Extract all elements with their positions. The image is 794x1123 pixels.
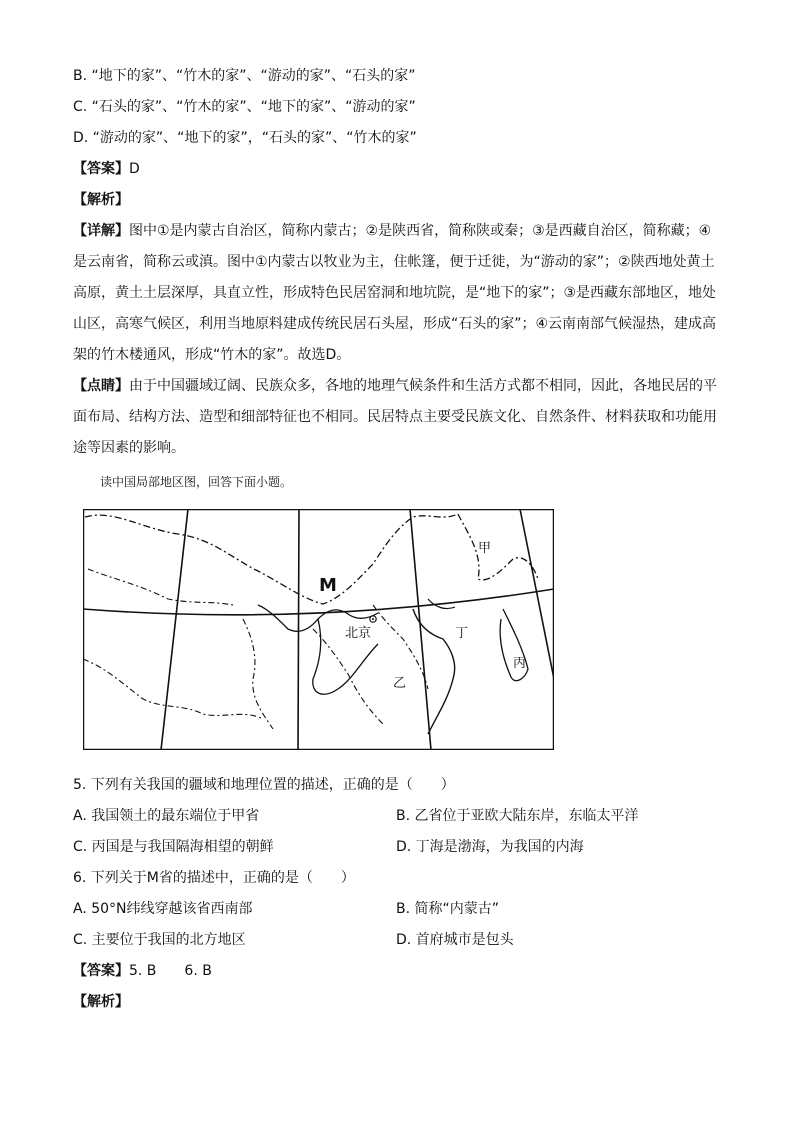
analysis-2	[73, 992, 129, 1012]
q6-option-c: C. 主要位于我国的北方地区	[73, 932, 246, 948]
analysis-tag: 【解析】	[73, 192, 129, 208]
comment-text: 由于中国疆域辽阔、民族众多，各地的地理气候条件和生活方式都不相同，因此，各地民居的平面布局、结构方法、造型和细部特征也不相同。民居特点主要受民族文化、自然条件、材料获取和功能用途等因素的影响。	[73, 378, 717, 456]
q5-option-a: A. 我国领土的最东端位于甲省	[73, 808, 260, 824]
q5-option-b: B. 乙省位于亚欧大陆东岸，东临太平洋	[396, 808, 639, 824]
detail-tag: 【详解】	[73, 223, 129, 239]
label-yi: 乙	[393, 676, 407, 691]
answer-tag-2: 【答案】	[73, 963, 129, 979]
option-b-prev: B. “地下的家”、“竹木的家”、“游动的家”、“石头的家”	[73, 68, 416, 84]
answer-1	[73, 159, 140, 179]
label-bing: 丙	[513, 656, 527, 671]
detail-text: 图中①是内蒙古自治区，简称内蒙古；②是陕西省，简称陕或秦；③是西藏自治区，简称藏；④是云南省，简称云或滇。图中①内蒙古以牧业为主，住帐篷，便于迁徙，为“游动的家”；②陕西地处黄土高原，黄土土层深厚，具直立性，形成特色民居窑洞和地坑院，是“地下的家”；③是西藏东部地区，地处山区，高寒气候区，利用当地原料建成传统民居石头屋，形成“石头的家”；④云南南部气候湿热，建成高架的竹木楼通风，形成“竹木的家”。故选D。	[73, 223, 717, 363]
comment-paragraph	[73, 371, 723, 464]
option-c-prev: C. “石头的家”、“竹木的家”、“地下的家”、“游动的家”	[73, 99, 416, 115]
q6-option-a: A. 50°N纬线穿越该省西南部	[73, 901, 253, 917]
analysis-tag-2: 【解析】	[73, 994, 129, 1010]
beijing-dot	[372, 618, 374, 620]
q5-stem: 5. 下列有关我国的疆域和地理位置的描述，正确的是（ ）	[73, 777, 455, 793]
analysis-1	[73, 190, 129, 210]
comment-tag: 【点睛】	[73, 378, 129, 394]
china-regional-map	[83, 509, 554, 750]
map-caption: 读中国局部地区图，回答下面小题。	[100, 475, 293, 489]
answer-value: D	[129, 161, 140, 177]
label-beijing: 北京	[345, 626, 372, 641]
answer-value-2: 5. B 6. B	[129, 963, 212, 979]
detail-paragraph	[73, 216, 723, 371]
q5-option-c: C. 丙国是与我国隔海相望的朝鲜	[73, 839, 274, 855]
q6-option-b: B. 简称“内蒙古”	[396, 901, 500, 917]
label-m: M	[319, 575, 337, 596]
answer-tag: 【答案】	[73, 161, 129, 177]
q5-option-d: D. 丁海是渤海，为我国的内海	[396, 839, 584, 855]
meridian-line-2	[298, 509, 299, 750]
answer-2	[73, 961, 212, 981]
option-d-prev: D. “游动的家”、“地下的家”，“石头的家”、“竹木的家”	[73, 130, 417, 146]
label-jia: 甲	[478, 541, 492, 556]
q6-option-d: D. 首府城市是包头	[396, 932, 514, 948]
q6-stem: 6. 下列关于M省的描述中，正确的是（ ）	[73, 870, 355, 886]
label-ding: 丁	[455, 626, 469, 641]
